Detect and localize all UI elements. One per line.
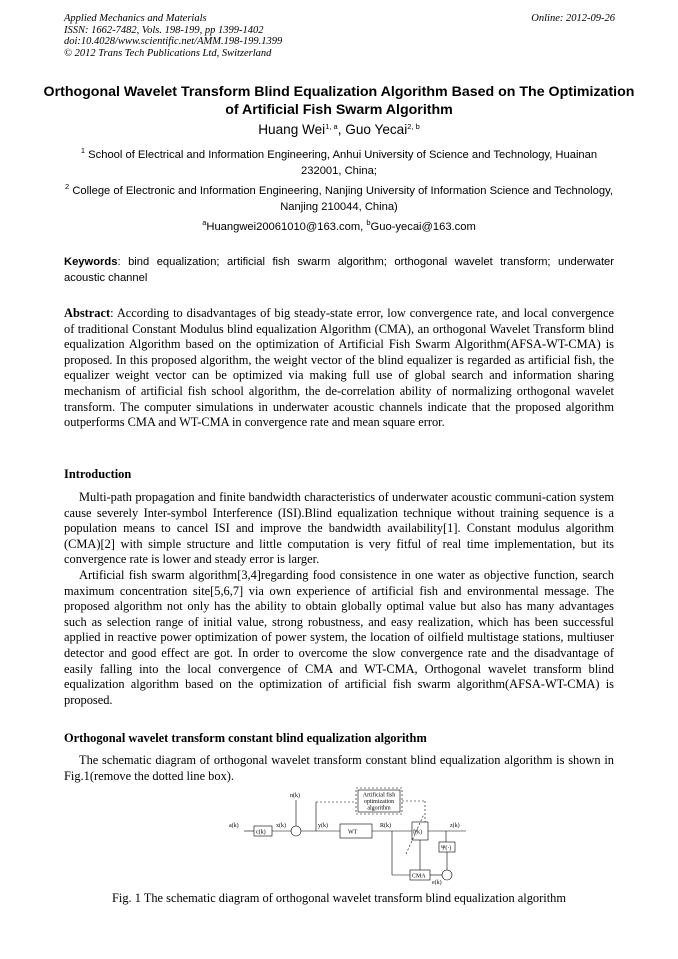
- email-a: Huangwei20061010@163.com: [206, 221, 361, 233]
- email-line: $^a$Huangwei20061010@163.com, $^b$Guo-yecai@163.com: [202, 218, 476, 233]
- figure-1-caption: Fig. 1 The schematic diagram of orthogonal wavelet transform blind equalization algorithm: [112, 891, 566, 905]
- online-date: Online: 2012-09-26: [531, 13, 615, 24]
- label-x: x(k): [276, 823, 286, 829]
- label-y: y(k): [318, 823, 328, 829]
- author-sup: 2, b: [407, 122, 420, 131]
- label-e: e(k): [432, 880, 442, 886]
- affiliation-1: $^1$ School of Electrical and Information Engineering, Anhui University of Science and Technology, Huainan 232001, China;: [80, 146, 598, 177]
- section2-paragraph-1: The schematic diagram of orthogonal wavelet transform constant blind equalization algorithm is shown in Fig.1(remove the dotted line box).: [64, 753, 614, 783]
- afsa-box-line2: optimization: [363, 799, 395, 805]
- keywords: [64, 255, 614, 286]
- label-c: c(k): [256, 829, 266, 836]
- doi-line: doi:10.4028/www.scientific.net/AMM.198-199.1399: [64, 36, 283, 47]
- issn-line: ISSN: 1662-7482, Vols. 198-199, pp 1399-1402: [64, 24, 264, 36]
- abstract-text: : According to disadvantages of big steady-state error, low convergence rate, and local convergence of traditional Constant Modulus blind equalization Algorithm (CMA), an orthogonal Wavelet Transform blind equalization Algorithm based on the optimization of Artificial Fish Swarm Algorithm(AFSA-WT-CMA) is proposed. In this proposed algorithm, the weight vector of the blind equalizer is regarded as artificial fish, the equalizer weight vector can be optimized via making full use of global search and information sharing mechanism of artificial fish school algorithm, the de-correlation ability of normalizing orthogonal wavelet transform. The computer simulations in underwater acoustic channels indicate that the proposed algorithm outperforms CMA and WT-CMA in convergence rate and mean square error.: [64, 306, 614, 430]
- journal-name: Applied Mechanics and Materials: [64, 13, 207, 24]
- abstract: [64, 306, 614, 431]
- afsa-box-line1: Artificial fish: [362, 792, 396, 799]
- label-a: a(k): [229, 823, 239, 829]
- author-name: Huang Wei: [258, 122, 326, 137]
- intro-paragraph-1: Multi-path propagation and finite bandwidth characteristics of underwater acoustic communi-cation system cause severely Inter-symbol Interference (ISI).Blind equalization technique without training sequence is a population means to cancel ISI and improve the bandwidth availability[1]. Constant modulus algorithm (CMA)[2] with simple structure and little computation is very fitful of real time implementation, but its convergence rate is lower and steady error is larger.: [64, 490, 614, 567]
- copyright-line: © 2012 Trans Tech Publications Ltd, Switzerland: [64, 47, 272, 59]
- keywords-label: Keywords: [64, 256, 118, 268]
- section-heading-2: Orthogonal wavelet transform constant blind equalization algorithm: [64, 731, 427, 745]
- affiliation-2: $^2$ College of Electronic and Information Engineering, Nanjing University of Information Science and Technology, Nanjing 210044, China): [65, 182, 613, 213]
- label-z: z(k): [450, 823, 460, 829]
- author-list: Huang Wei$^{1, a}$, Guo Yecai$^{2, b}$: [258, 122, 420, 137]
- keywords-text: : bind equalization; artificial fish swarm algorithm; orthogonal wavelet transform; underwater acoustic channel: [64, 256, 614, 284]
- journal-info: [64, 13, 282, 59]
- figure-1-diagram: [226, 786, 476, 886]
- label-n: n(k): [290, 793, 300, 799]
- afsa-box-line3: algorithm: [367, 805, 391, 812]
- label-cma: CMA: [412, 873, 426, 880]
- section-heading-introduction: Introduction: [64, 467, 132, 481]
- email-b: Guo-yecai@163.com: [370, 221, 476, 233]
- author-name: Guo Yecai: [345, 122, 408, 137]
- label-psi: Ψ(·): [441, 845, 452, 852]
- author-sup: 1, a: [325, 122, 338, 131]
- intro-paragraph-2: Artificial fish swarm algorithm[3,4]regarding food consistence in one water as objective function, search maximum concentration site[5,6,7] via own experience of artificial fish and environmental message. The proposed algorithm not only has the ability to obtain globally optimal value but also has many advantages such as selection range of initial value, strong robustness, and easy realization, which has been successful applied in reactive power optimization of power system, the location of oilfield multistage stations, multiuser detector and good effect are got. In order to overcome the slow convergence rate and the disadvantage of easily falling into the local convergence of CMA and WT-CMA, Orthogonal wavelet transform blind equalization algorithm based on the optimization of artificial fish swarm algorithm(AFSA-WT-CMA) is proposed.: [64, 568, 614, 707]
- paper-title: Orthogonal Wavelet Transform Blind Equalization Algorithm Based on The Optimization of Artificial Fish Swarm Algorithm: [43, 84, 635, 118]
- label-wt: WT: [348, 829, 358, 836]
- label-r: R(k): [380, 823, 391, 829]
- abstract-label: Abstract: [64, 306, 111, 320]
- label-f: f(k): [413, 829, 422, 836]
